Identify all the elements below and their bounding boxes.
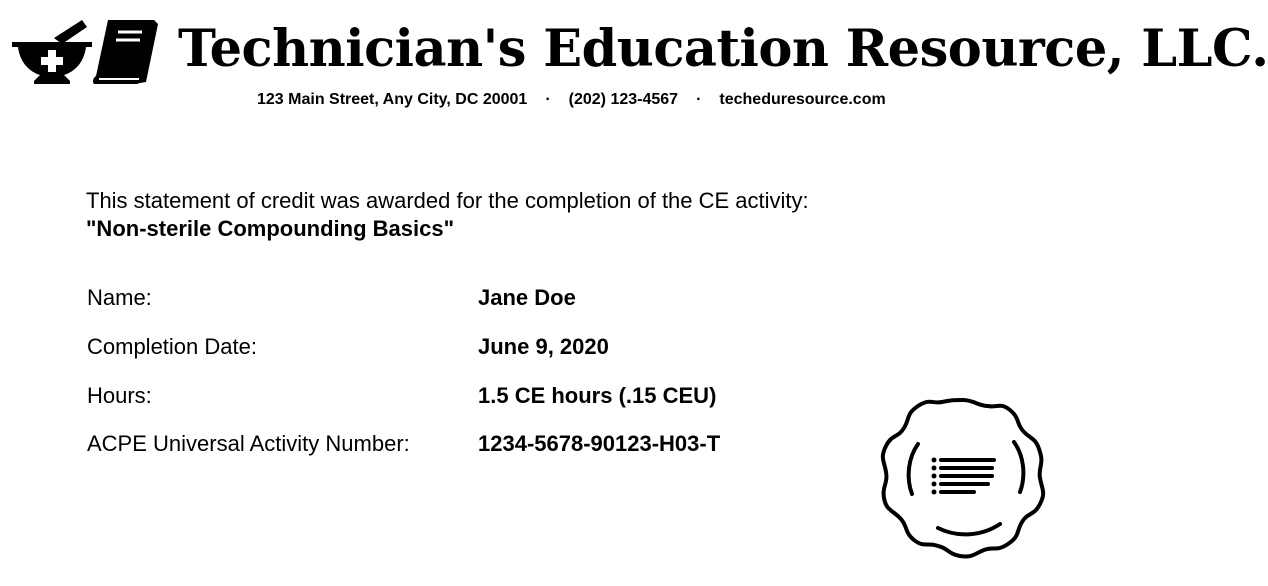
mortar-pestle-icon: [12, 20, 92, 84]
detail-value: 1.5 CE hours (.15 CEU): [478, 383, 717, 408]
detail-value: Jane Doe: [478, 285, 576, 310]
seal-inner-arc-left: [909, 444, 918, 494]
detail-value: June 9, 2020: [478, 334, 609, 359]
contact-info: [257, 90, 886, 109]
organization-name: Technician's Education Resource, LLC.: [178, 19, 1268, 79]
detail-label: Hours:: [87, 383, 152, 408]
detail-value: 1234-5678-90123-H03-T: [478, 431, 721, 456]
detail-label: Completion Date:: [87, 334, 257, 359]
separator: ·: [696, 91, 702, 108]
address: 123 Main Street, Any City, DC 20001: [257, 91, 528, 108]
detail-row-name: [87, 285, 887, 313]
certificate-seal-icon: [878, 392, 1048, 560]
separator: ·: [545, 91, 551, 108]
detail-label: Name:: [87, 285, 152, 310]
credit-statement: This statement of credit was awarded for the completion of the CE activity:: [86, 188, 809, 213]
logo: [10, 18, 162, 86]
phone-number: (202) 123-4567: [568, 91, 679, 108]
seal-inner-arc-bottom: [938, 524, 1000, 534]
detail-row-hours: [87, 383, 887, 411]
seal-inner-arc-right: [1014, 442, 1023, 492]
website-link[interactable]: techeduresource.com: [719, 91, 886, 108]
book-icon: [93, 20, 158, 84]
detail-row-activity-number: [87, 431, 887, 459]
detail-row-completion-date: [87, 334, 887, 362]
list-icon: [932, 458, 995, 495]
detail-label: ACPE Universal Activity Number:: [87, 431, 410, 456]
activity-title: "Non-sterile Compounding Basics": [86, 216, 455, 241]
